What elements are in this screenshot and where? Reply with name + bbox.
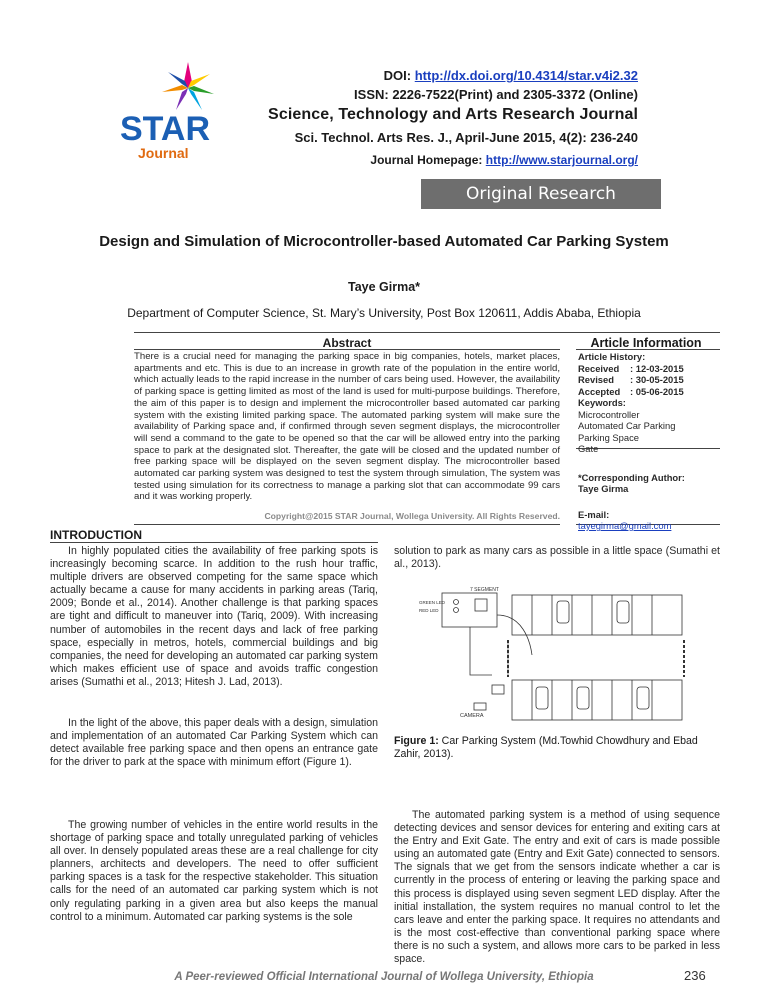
abstract-text: There is a crucial need for managing the parking space in big companies, hotels, market places, apartments and etc. This is due to an increase in growth rate of the population in the entire world, which actually leads to the rapid increase in the number of cars being used. However, the availability of parking space is getting limited as most of the land is used for multi-purpose buildings. Therefore, the aim of this paper is to design and implement the microcontroller based automated car parking system with the existing limited parking space. The automated parking system will make sure the availability of Parking space and, if confirmed through seven segment displays, the microcontroller will send a command to the gate to be opened so that the car will be allowed entry into the parking space to park at the designated slot. Thereafter, the gate will be closed and the updated number of free parking space will be displayed on the seven segment display. The microcontroller based automated car parking system was designed to test the system through simulation, The system was tested using simulation for its correctness to manage a parking slot that can accommodate 99 cars and it was working properly.	[134, 351, 560, 503]
keyword-item: Automated Car Parking	[578, 420, 676, 431]
journal-citation: Sci. Technol. Arts Res. J., April-June 2015, 4(2): 236-240	[294, 130, 638, 145]
logo-text: STAR	[120, 110, 211, 148]
keyword-item: Parking Space	[578, 431, 639, 443]
copyright-notice: Copyright@2015 STAR Journal, Wollega University. All Rights Reserved.	[264, 511, 560, 521]
issn-line: ISSN: 2226-7522(Print) and 2305-3372 (Online)	[354, 87, 638, 102]
article-type-badge: Original Research	[421, 179, 661, 209]
abstract-heading: Abstract	[322, 336, 372, 350]
intro-rule	[50, 542, 378, 543]
corresponding-name: Taye Girma	[578, 483, 629, 494]
body-paragraph-4: solution to park as many cars as possible in a little space (Sumathi et al., 2013).	[394, 545, 720, 571]
journal-footer: A Peer-reviewed Official International Journal of Wollega University, Ethiopia	[174, 971, 594, 983]
journal-title: Science, Technology and Arts Research Journal	[268, 106, 638, 123]
body-paragraph-5: The automated parking system is a method of using sequence detecting devices and sensor devices for entering and exiting cars at the Entry and Exit Gate. The entry and exit of cars is made possible using an automated gate (Entry and Exit Gate) connected to sensors. The signals that we get from the sensors indicate whether a car is currently in the process of entering or leaving the parking space and this process is displayed using seven segment LED display. After the initial installation, the system requires no manual control to let the cars leave and enter the parking space. It requires no attendants and is the most cost-effective than conventional parking space where there is no such a system, and allows more cars to be parked in less space.	[394, 809, 720, 966]
homepage-link[interactable]: http://www.starjournal.org/	[485, 153, 638, 167]
body-paragraph-2: In the light of the above, this paper deals with a design, simulation and implementation of an automated Car Parking System which can detect available free parking space and then opens an entrance gate for the driver to park at the space with minimum effort (Figure 1).	[50, 717, 378, 769]
email-link[interactable]: tayegirma@gmail.com	[578, 520, 672, 531]
accepted-row: Accepted : 05-06-2015	[578, 385, 684, 397]
received-row: Received : 12-03-2015	[578, 362, 684, 374]
introduction-heading: INTRODUCTION	[50, 528, 142, 542]
journal-homepage: Journal Homepage: http://www.starjournal.org/	[370, 153, 638, 167]
figure-label-camera: CAMERA	[460, 713, 484, 719]
car-parking-figure	[412, 585, 697, 723]
paper-title: Design and Simulation of Microcontroller-based Automated Car Parking System	[99, 233, 669, 250]
figure-label-7segment: 7 SEGMENT	[470, 587, 499, 593]
top-rule	[134, 332, 720, 333]
page-number: 236	[684, 968, 706, 983]
corresponding-label: *Corresponding Author:	[578, 471, 685, 483]
star-journal-logo	[108, 60, 238, 170]
email-label: E-mail:	[578, 508, 610, 520]
history-label: Article History:	[578, 351, 646, 362]
affiliation: Department of Computer Science, St. Mary’s University, Post Box 120611, Addis Ababa, Ethiopia	[127, 306, 641, 320]
article-info-heading: Article Information	[590, 336, 702, 350]
doi-link[interactable]: http://dx.doi.org/10.4314/star.v4i2.32	[414, 68, 638, 83]
body-paragraph-1: In highly populated cities the availability of free parking spots is increasingly becoming scarce. In addition to the rush hour traffic, multiple drivers are observed competing for the same space which actually became a cause for many accidents in parking areas (Tariq, 2009; Bonde et al., 2014). Another challenge is that parking spaces are tight and difficult to maneuver into (Tariq, 2009). With increasing number of automobiles in the recent days and lack of free parking space, especially in metros, hotels, commercial buildings and big companies, the need for developing an automated car parking system which makes efficient use of space and avoids traffic congestion arises (Sumathi et al., 2013; Hitesh J. Lad, 2013).	[50, 545, 378, 688]
revised-row: Revised : 30-05-2015	[578, 374, 684, 385]
figure-label-green-led: GREEN LED	[419, 600, 446, 605]
author-name: Taye Girma*	[347, 280, 421, 294]
abstract-bottom-rule	[134, 524, 560, 525]
figure-label-red-led: RED LED	[419, 608, 439, 613]
figure-caption: Figure 1: Car Parking System (Md.Towhid Chowdhury and Ebad Zahir, 2013).	[394, 735, 698, 760]
body-paragraph-3: The growing number of vehicles in the entire world results in the shortage of parking space and totally unregulated parking of vehicles all over. In densely populated areas these are a real challenge for city planners, architects and developers. The need to offer sufficient parking spaces is a task for the respective stakeholder. This situation calls for the need of an automated car parking system which is not only regulating parking in a given area but also keeps the manual control to a minimum. Automated car parking systems is the sole	[50, 819, 378, 923]
keywords-label: Keywords:	[578, 397, 626, 408]
keyword-item: Gate	[578, 443, 599, 454]
doi-line: DOI: http://dx.doi.org/10.4314/star.v4i2.32	[383, 68, 638, 83]
keyword-item: Microcontroller	[578, 408, 640, 420]
logo-subtext: Journal	[138, 145, 189, 161]
article-info-panel	[578, 351, 718, 532]
